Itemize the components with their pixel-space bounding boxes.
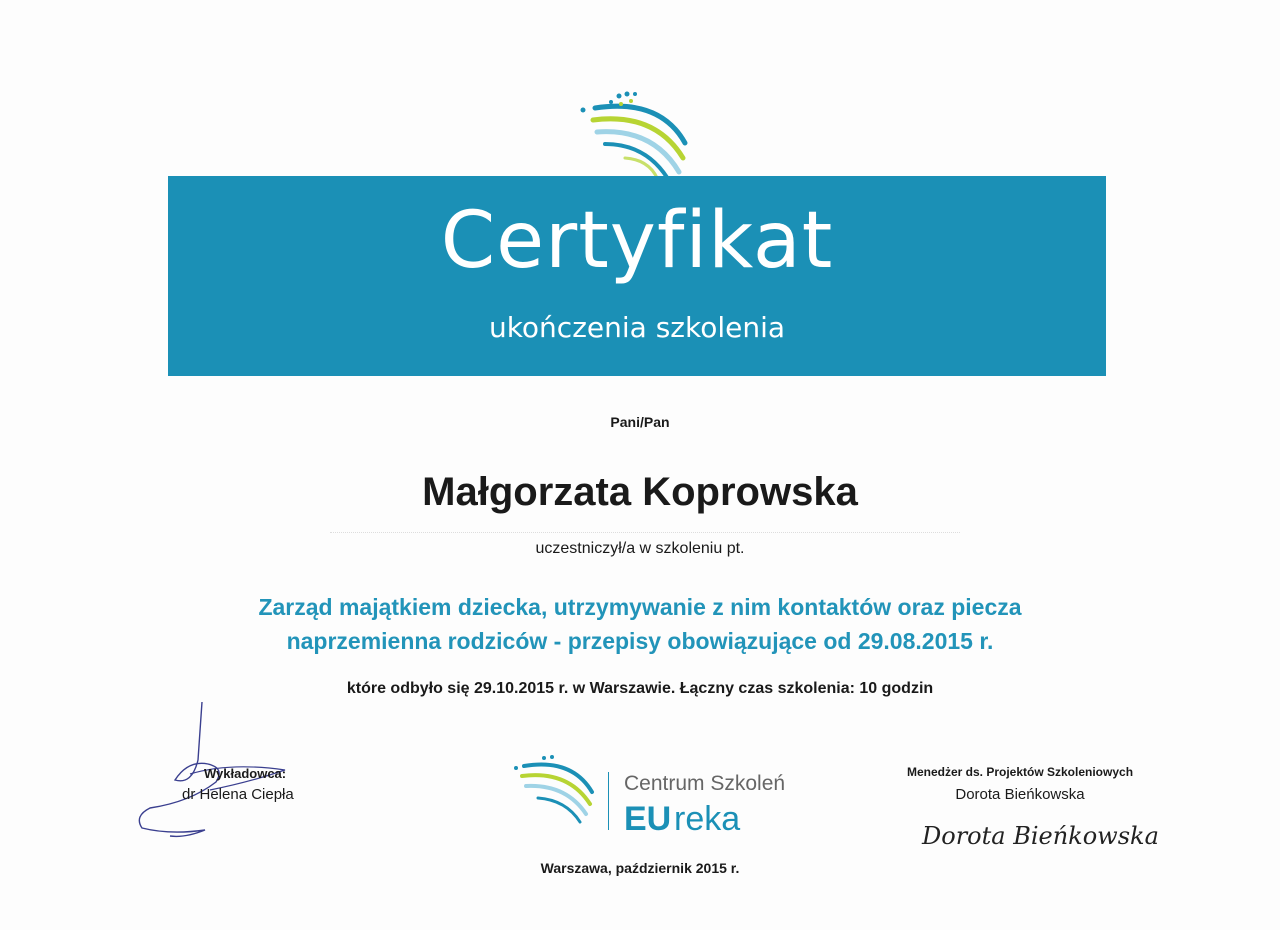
lecturer-label: Wykładowca: <box>204 766 287 781</box>
brand-name-line1: Centrum Szkoleń <box>624 772 786 795</box>
lecturer-block <box>130 690 330 840</box>
place-date: Warszawa, październik 2015 r. <box>540 860 740 876</box>
lecturer-name: dr Helena Ciepła <box>182 786 294 803</box>
handwritten-signature-icon <box>130 690 330 840</box>
manager-name: Dorota Bieńkowska <box>955 786 1085 803</box>
eureka-brand <box>510 752 800 842</box>
certificate-subtitle: ukończenia szkolenia <box>488 311 786 344</box>
eureka-logo-icon <box>510 752 600 832</box>
course-title <box>0 590 1280 658</box>
manager-signature: Dorota Bieńkowska <box>922 822 1159 850</box>
name-underline <box>330 532 960 533</box>
greeting: Pani/Pan <box>610 414 670 430</box>
certificate-title: Certyfikat <box>440 196 834 286</box>
brand-eu: EU <box>624 800 672 838</box>
course-title-line2: naprzemienna rodziców - przepisy obowiązujące od 29.08.2015 r. <box>286 628 994 654</box>
manager-block <box>870 765 1170 803</box>
training-details: które odbyło się 29.10.2015 r. w Warszawie. Łączny czas szkolenia: 10 godzin <box>346 680 934 697</box>
brand-reka: reka <box>674 800 741 838</box>
course-title-line1: Zarząd majątkiem dziecka, utrzymywanie z nim kontaktów oraz piecza <box>258 594 1022 620</box>
brand-divider <box>608 772 609 830</box>
recipient-name: Małgorzata Koprowska <box>422 470 858 514</box>
participated-text: uczestniczył/a w szkoleniu pt. <box>535 540 745 557</box>
title-banner <box>168 176 1106 376</box>
manager-role: Menedżer ds. Projektów Szkoleniowych <box>906 765 1134 779</box>
